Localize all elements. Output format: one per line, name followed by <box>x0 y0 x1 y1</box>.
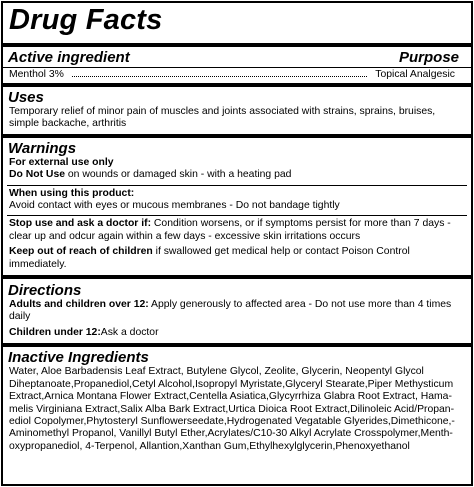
active-ingredient-name: Menthol 3% <box>9 69 64 80</box>
do-not-use-line <box>3 169 471 181</box>
stop-use-line <box>3 218 471 243</box>
children-label: Children under 12: <box>9 326 101 338</box>
purpose-heading: Purpose <box>398 49 459 66</box>
adults-text: Apply generously to affected area - Do not use more than 4 times daily <box>9 299 452 323</box>
stop-use-label: Stop use and ask a doctor if: <box>9 218 152 230</box>
active-ingredient-row <box>3 68 471 83</box>
keep-out-label: Keep out of reach of children <box>9 246 153 258</box>
active-ingredient-purpose: Topical Analgesic <box>375 69 455 80</box>
warnings-heading: Warnings <box>8 139 77 157</box>
children-text: Ask a doctor <box>100 326 159 338</box>
keep-out-text: if swallowed get medical help or contact Poison Control immediately. <box>9 246 410 270</box>
keep-out-line <box>3 246 471 271</box>
active-ingredient-heading: Active ingredient <box>8 49 130 66</box>
adults-line <box>3 299 471 324</box>
stop-use-text: Condition worsens, or if symptoms persist for more than 7 days - clear up and odcur again within a few days - excessive skin irritations occurs <box>9 218 451 242</box>
do-not-use-label: Do Not Use <box>9 169 65 181</box>
when-using-label: When using this product: <box>9 187 135 199</box>
label-title: Drug Facts <box>9 4 163 36</box>
drug-facts-label <box>1 1 473 486</box>
external-use-text: For external use only <box>9 156 114 168</box>
uses-heading: Uses <box>8 89 44 106</box>
inactive-text: Water, Aloe Barbadensis Leaf Extract, Butylene Glycol, Zeolite, Glycerin, Neopentyl Glycol Diheptanoate,Propanediol,Cetyl Alcohol,Isopropyl Myristate,Glyceryl Stearate,Piper Methysticum Extract,Arnica Montana Flower Extract,Centella Asiatica,Glycyrrhiza Glabra Root Extract, Hama-melis Virginiana Extract,Salix Alba Bark Extract,Urtica Dioica Root Extract,Dilinoleic Acid/Propan-ediol Copolymer,Phytosteryl Sunflowerseedate,Hydrogenated Vegatable Glyerides,Dimethicone,-Aminomethyl Propanol, Vanillyl Butyl Ether,Acrylates/C10-30 Alkyl Acrylate Crosspolymer,Menth-oxypropanediol, 4-Terpenol, Allantion,Xanthan Gum,Ethylhexylglycerin,Phenoxyethanol <box>9 366 455 452</box>
inactive-heading: Inactive Ingredients <box>8 349 149 367</box>
directions-heading: Directions <box>8 282 82 300</box>
uses-text: Temporary relief of minor pain of muscles and joints associated with strains, sprains, bruises, simple backache, arthritis <box>9 106 436 130</box>
dot-leader <box>72 76 367 77</box>
adults-label: Adults and children over 12: <box>9 299 149 311</box>
active-ingredient-header <box>3 47 471 67</box>
when-using-text: Avoid contact with eyes or mucous membranes - Do not bandage tightly <box>9 200 340 212</box>
do-not-use-text: on wounds or damaged skin - with a heating pad <box>65 169 292 181</box>
children-line <box>3 327 471 339</box>
